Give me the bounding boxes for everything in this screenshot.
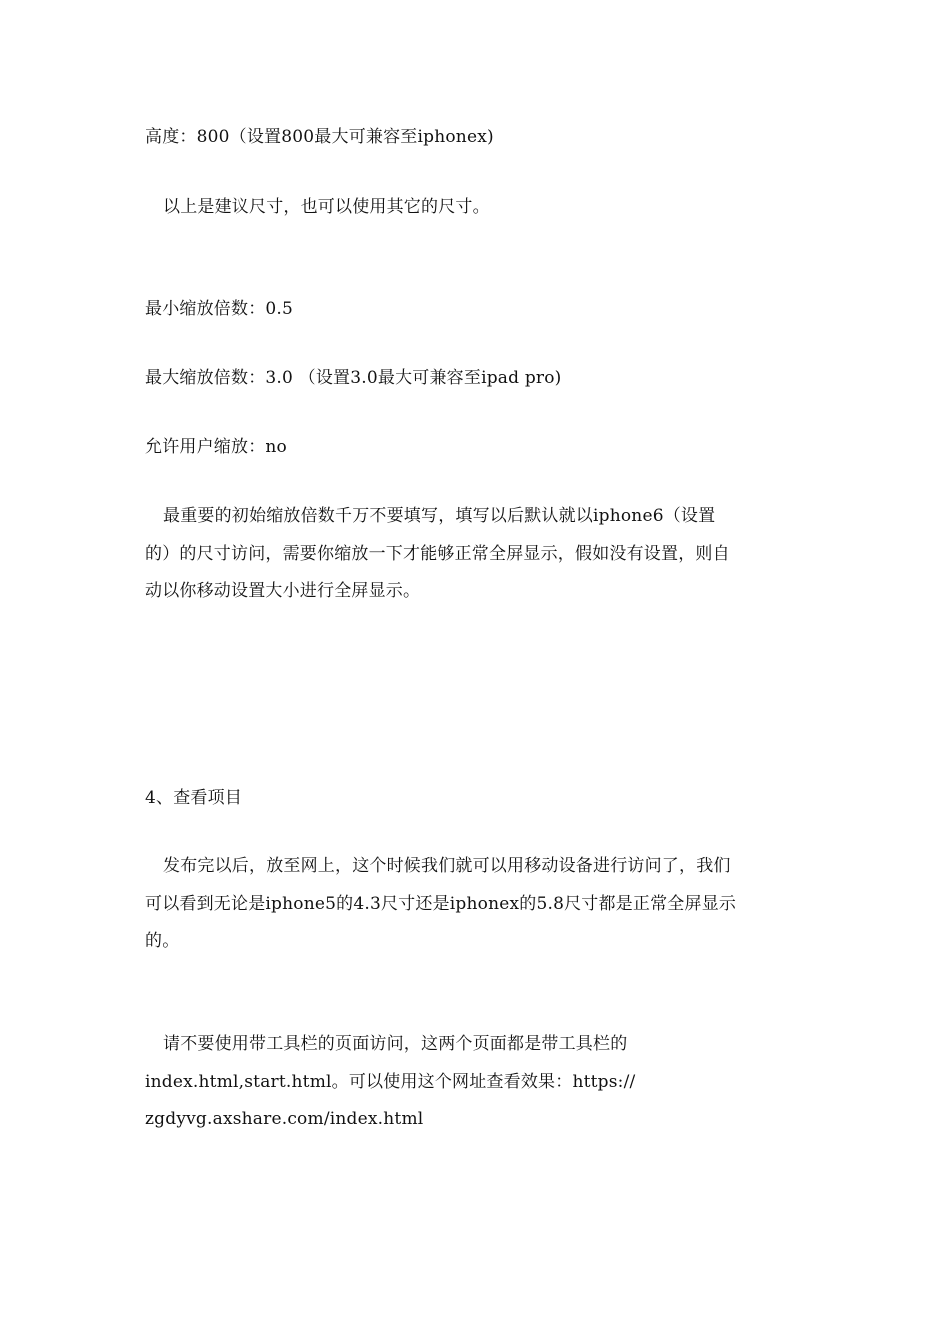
section-heading-view-project: 4、查看项目 bbox=[145, 788, 243, 808]
initial-scale-paragraph-line-3: 动以你移动设置大小进行全屏显示。 bbox=[145, 581, 421, 601]
publish-paragraph-line-1: 发布完以后，放至网上，这个时候我们就可以用移动设备进行访问了，我们 bbox=[163, 856, 731, 876]
publish-paragraph-line-3: 的。 bbox=[145, 931, 180, 951]
toolbar-note-url-line: zgdyvg.axshare.com/index.html bbox=[145, 1109, 424, 1129]
toolbar-note-line-1: 请不要使用带工具栏的页面访问，这两个页面都是带工具栏的 bbox=[163, 1034, 628, 1054]
suggested-size-note: 以上是建议尺寸，也可以使用其它的尺寸。 bbox=[163, 197, 490, 217]
initial-scale-paragraph-line-1: 最重要的初始缩放倍数千万不要填写，填写以后默认就以iphone6（设置 bbox=[163, 506, 716, 526]
initial-scale-paragraph-line-2: 的）的尺寸访问，需要你缩放一下才能够正常全屏显示，假如没有设置，则自 bbox=[145, 544, 730, 564]
max-scale-line: 最大缩放倍数：3.0 （设置3.0最大可兼容至ipad pro) bbox=[145, 368, 562, 388]
min-scale-line: 最小缩放倍数：0.5 bbox=[145, 299, 294, 319]
toolbar-note-line-2: index.html,start.html。可以使用这个网址查看效果：https:// bbox=[145, 1072, 636, 1092]
user-scalable-line: 允许用户缩放：no bbox=[145, 437, 287, 457]
height-setting-line: 高度：800（设置800最大可兼容至iphonex) bbox=[145, 127, 494, 147]
publish-paragraph-line-2: 可以看到无论是iphone5的4.3尺寸还是iphonex的5.8尺寸都是正常全屏显示 bbox=[145, 894, 737, 914]
